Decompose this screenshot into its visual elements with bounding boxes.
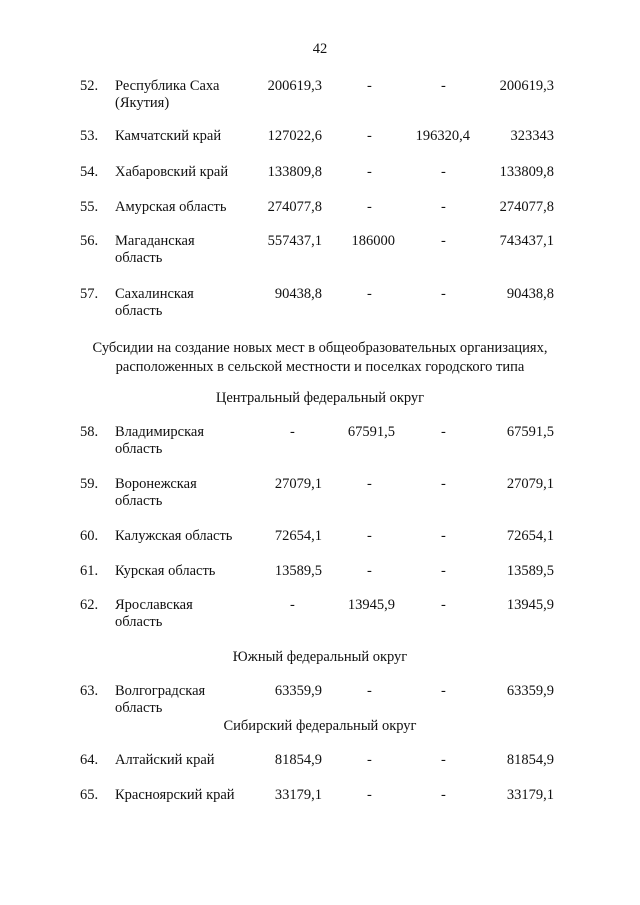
value-col-2: - [367, 199, 372, 215]
value-col-3: - [441, 563, 446, 579]
row-number: 65. [80, 787, 99, 803]
table-row [0, 286, 640, 326]
subsidy-heading-line-1: Субсидии на создание новых мест в общеобразовательных организациях, [92, 340, 548, 356]
value-col-1: 72654,1 [274, 528, 322, 544]
value-total: 67591,5 [506, 424, 554, 440]
region-name: Хабаровский край [115, 164, 229, 180]
region-name: Республика Саха (Якутия) [115, 78, 220, 111]
table-row [0, 752, 640, 792]
table-row [0, 528, 640, 568]
value-total: 323343 [510, 128, 554, 144]
row-number: 55. [80, 199, 99, 215]
region-name: Амурская область [115, 199, 227, 215]
value-col-1: 200619,3 [267, 78, 322, 94]
value-col-1: 557437,1 [267, 233, 322, 249]
region-name: Красноярский край [115, 787, 235, 803]
table-row [0, 233, 640, 273]
region-name: Курская область [115, 563, 216, 579]
page-number: 42 [312, 41, 328, 57]
table-row [0, 476, 640, 516]
value-total: 27079,1 [506, 476, 554, 492]
section-title-central: Центральный федеральный округ [215, 390, 425, 406]
value-col-1: 13589,5 [274, 563, 322, 579]
region-name: Воронежская область [115, 476, 197, 509]
region-name: Калужская область [115, 528, 233, 544]
value-total: 13945,9 [506, 597, 554, 613]
value-total: 133809,8 [499, 164, 554, 180]
row-number: 54. [80, 164, 99, 180]
table-row [0, 683, 640, 723]
region-name: Камчатский край [115, 128, 222, 144]
row-number: 62. [80, 597, 99, 613]
region-name: Магаданская область [115, 233, 195, 266]
value-col-3: - [441, 528, 446, 544]
value-col-1: 90438,8 [274, 286, 322, 302]
value-col-2: - [367, 683, 372, 699]
value-col-3: - [441, 199, 446, 215]
value-total: 274077,8 [499, 199, 554, 215]
value-total: 13589,5 [506, 563, 554, 579]
value-col-3: 196320,4 [415, 128, 470, 144]
table-row [0, 78, 640, 118]
value-col-2: - [367, 563, 372, 579]
value-col-1: - [290, 424, 295, 440]
value-total: 200619,3 [499, 78, 554, 94]
row-number: 59. [80, 476, 99, 492]
value-col-3: - [441, 286, 446, 302]
value-col-3: - [441, 683, 446, 699]
value-col-3: - [441, 752, 446, 768]
region-name: Ярославская область [115, 597, 193, 630]
value-col-2: - [367, 164, 372, 180]
table-row [0, 424, 640, 464]
value-col-1: - [290, 597, 295, 613]
row-number: 57. [80, 286, 99, 302]
table-row [0, 164, 640, 204]
value-col-2: - [367, 78, 372, 94]
value-total: 63359,9 [506, 683, 554, 699]
value-col-1: 27079,1 [274, 476, 322, 492]
region-name: Волгоградская область [115, 683, 206, 716]
value-col-3: - [441, 233, 446, 249]
value-col-2: 13945,9 [347, 597, 395, 613]
section-title-siberia: Сибирский федеральный округ [223, 718, 417, 734]
value-col-2: - [367, 128, 372, 144]
value-col-2: 186000 [351, 233, 395, 249]
value-total: 90438,8 [506, 286, 554, 302]
value-total: 33179,1 [506, 787, 554, 803]
value-col-2: - [367, 787, 372, 803]
table-row [0, 597, 640, 637]
value-col-1: 63359,9 [274, 683, 322, 699]
subsidy-heading-line-2: расположенных в сельской местности и поселках городского типа [115, 359, 525, 375]
row-number: 53. [80, 128, 99, 144]
section-title-south: Южный федеральный округ [232, 649, 408, 665]
value-col-3: - [441, 597, 446, 613]
region-name: Алтайский край [115, 752, 215, 768]
value-col-3: - [441, 787, 446, 803]
region-name: Владимирская область [115, 424, 205, 457]
value-col-2: - [367, 752, 372, 768]
region-name: Сахалинская область [115, 286, 194, 319]
value-total: 743437,1 [499, 233, 554, 249]
value-col-2: - [367, 528, 372, 544]
row-number: 64. [80, 752, 99, 768]
value-col-2: - [367, 286, 372, 302]
value-col-2: 67591,5 [347, 424, 395, 440]
value-col-2: - [367, 476, 372, 492]
value-col-3: - [441, 164, 446, 180]
row-number: 63. [80, 683, 99, 699]
row-number: 56. [80, 233, 99, 249]
value-col-1: 274077,8 [267, 199, 322, 215]
value-col-3: - [441, 476, 446, 492]
value-col-3: - [441, 424, 446, 440]
value-col-3: - [441, 78, 446, 94]
value-total: 72654,1 [506, 528, 554, 544]
row-number: 61. [80, 563, 99, 579]
row-number: 52. [80, 78, 99, 94]
value-col-1: 133809,8 [267, 164, 322, 180]
table-row [0, 128, 640, 168]
value-col-1: 81854,9 [274, 752, 322, 768]
row-number: 60. [80, 528, 99, 544]
table-row [0, 787, 640, 827]
row-number: 58. [80, 424, 99, 440]
value-col-1: 127022,6 [267, 128, 322, 144]
value-col-1: 33179,1 [274, 787, 322, 803]
value-total: 81854,9 [506, 752, 554, 768]
